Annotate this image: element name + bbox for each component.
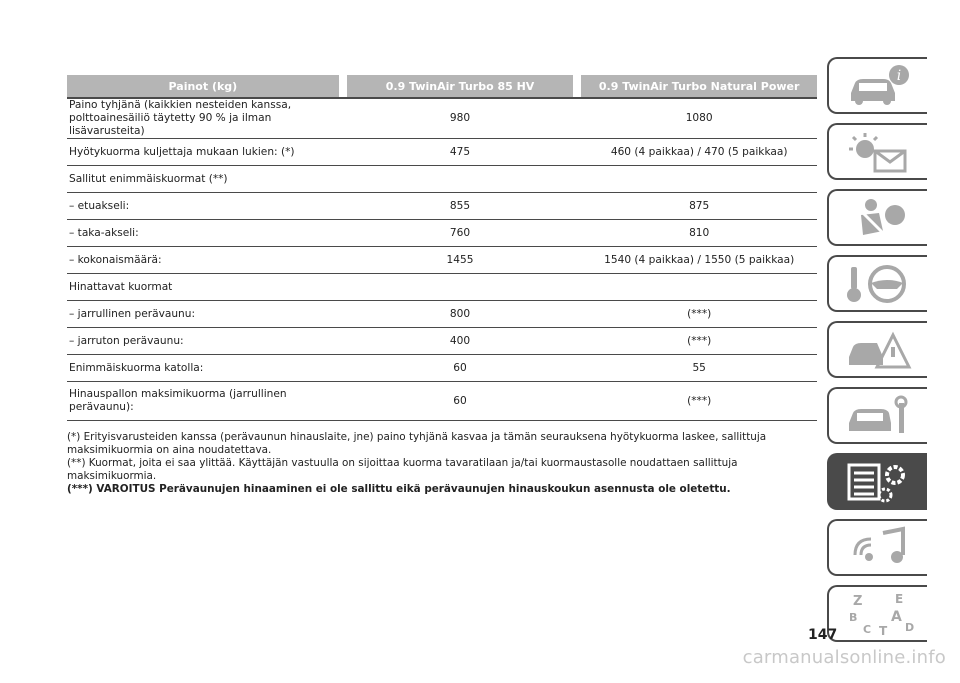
table-row <box>67 220 817 247</box>
row-value-85hv: 60 <box>347 355 574 382</box>
index-letter: T <box>879 623 888 638</box>
alphabetical-index-icon <box>843 591 913 637</box>
row-value-natural-power <box>581 166 817 193</box>
row-label: Sallitut enimmäiskuormat (**) <box>67 166 339 193</box>
seatbelt-airbag-icon <box>843 195 913 241</box>
watermark: carmanualsonline.info <box>742 647 946 668</box>
car-maintenance-icon <box>843 393 913 439</box>
row-label: – kokonaismäärä: <box>67 247 339 274</box>
index-letter: B <box>849 610 858 624</box>
row-label: Enimmäiskuorma katolla: <box>67 355 339 382</box>
row-value-natural-power: 460 (4 paikkaa) / 470 (5 paikkaa) <box>581 139 817 166</box>
header-natural-power: 0.9 TwinAir Turbo Natural Power <box>581 75 817 98</box>
header-85hv: 0.9 TwinAir Turbo 85 HV <box>347 75 574 98</box>
index-letter: A <box>891 608 902 625</box>
chapter-tabs <box>827 57 932 651</box>
car-breakdown-icon <box>843 327 913 373</box>
table-header-row <box>67 75 817 98</box>
row-value-85hv <box>347 274 574 301</box>
row-value-85hv: 980 <box>347 98 574 139</box>
row-value-85hv: 1455 <box>347 247 574 274</box>
footnote-2: (**) Kuormat, joita ei saa ylittää. Käyttäjän vastuulla on sijoittaa kuorma tavaratilaan ja/tai kuormaustasolle noudattaen sallittuja maksimikuormia. <box>67 457 738 482</box>
technical-data-icon <box>843 459 913 505</box>
weights-table <box>67 75 817 421</box>
table-row <box>67 328 817 355</box>
row-label: Paino tyhjänä (kaikkien nesteiden kanssa, polttoainesäiliö täytetty 90 % ja ilman lisävarusteita) <box>67 98 339 139</box>
warning-lights-message-icon <box>843 129 913 175</box>
table-row <box>67 98 817 139</box>
row-label: – taka-akseli: <box>67 220 339 247</box>
row-label: – jarrullinen perävaunu: <box>67 301 339 328</box>
tab-warning-lights[interactable] <box>827 123 927 180</box>
row-value-85hv: 800 <box>347 301 574 328</box>
tab-maintenance[interactable] <box>827 387 927 444</box>
multimedia-icon <box>843 525 913 571</box>
tab-index[interactable] <box>827 585 927 642</box>
table-row <box>67 166 817 193</box>
page-number: 147 <box>808 627 838 643</box>
footnotes <box>67 431 819 496</box>
key-steering-wheel-icon <box>843 261 913 307</box>
footnote-1: (*) Erityisvarusteiden kanssa (perävaunun hinauslaite, jne) paino tyhjänä kasvaa ja tämän seurauksena hyötykuorma laskee, sallittuja maksimikuormia on aina noudatettava. <box>67 431 767 456</box>
row-value-natural-power: 810 <box>581 220 817 247</box>
svg-text:i: i <box>896 67 902 84</box>
index-letter: C <box>863 622 872 636</box>
car-info-icon <box>843 63 913 109</box>
row-value-85hv: 855 <box>347 193 574 220</box>
index-letter: E <box>895 591 904 606</box>
table-row <box>67 193 817 220</box>
header-weights: Painot (kg) <box>67 75 339 98</box>
row-value-85hv: 400 <box>347 328 574 355</box>
row-label: – etuakseli: <box>67 193 339 220</box>
row-value-natural-power: (***) <box>581 301 817 328</box>
table-row <box>67 139 817 166</box>
footnote-3-warning: (***) VAROITUS Perävaunujen hinaaminen ei ole sallittu eikä perävaunujen hinauskoukun asennusta ole oletettu. <box>67 483 731 495</box>
row-value-natural-power: 55 <box>581 355 817 382</box>
row-value-85hv: 760 <box>347 220 574 247</box>
table-row <box>67 355 817 382</box>
row-value-natural-power: 875 <box>581 193 817 220</box>
row-value-85hv: 60 <box>347 382 574 421</box>
tab-safety[interactable] <box>827 189 927 246</box>
row-label: – jarruton perävaunu: <box>67 328 339 355</box>
row-value-natural-power: (***) <box>581 382 817 421</box>
row-label: Hinattavat kuormat <box>67 274 339 301</box>
row-value-natural-power: 1540 (4 paikkaa) / 1550 (5 paikkaa) <box>581 247 817 274</box>
row-value-85hv: 475 <box>347 139 574 166</box>
weights-table-container <box>67 75 817 421</box>
tab-emergency[interactable] <box>827 321 927 378</box>
table-row <box>67 247 817 274</box>
row-value-85hv <box>347 166 574 193</box>
table-row <box>67 274 817 301</box>
row-value-natural-power <box>581 274 817 301</box>
row-label: Hyötykuorma kuljettaja mukaan lukien: (*) <box>67 139 339 166</box>
tab-technical-data[interactable] <box>827 453 927 510</box>
index-letter: D <box>905 620 915 634</box>
index-letter: Z <box>853 593 863 609</box>
table-row <box>67 301 817 328</box>
tab-car-info[interactable] <box>827 57 927 114</box>
tab-multimedia[interactable] <box>827 519 927 576</box>
table-row <box>67 382 817 421</box>
tab-starting-driving[interactable] <box>827 255 927 312</box>
row-value-natural-power: 1080 <box>581 98 817 139</box>
row-label: Hinauspallon maksimikuorma (jarrullinen perävaunu): <box>67 382 339 421</box>
row-value-natural-power: (***) <box>581 328 817 355</box>
